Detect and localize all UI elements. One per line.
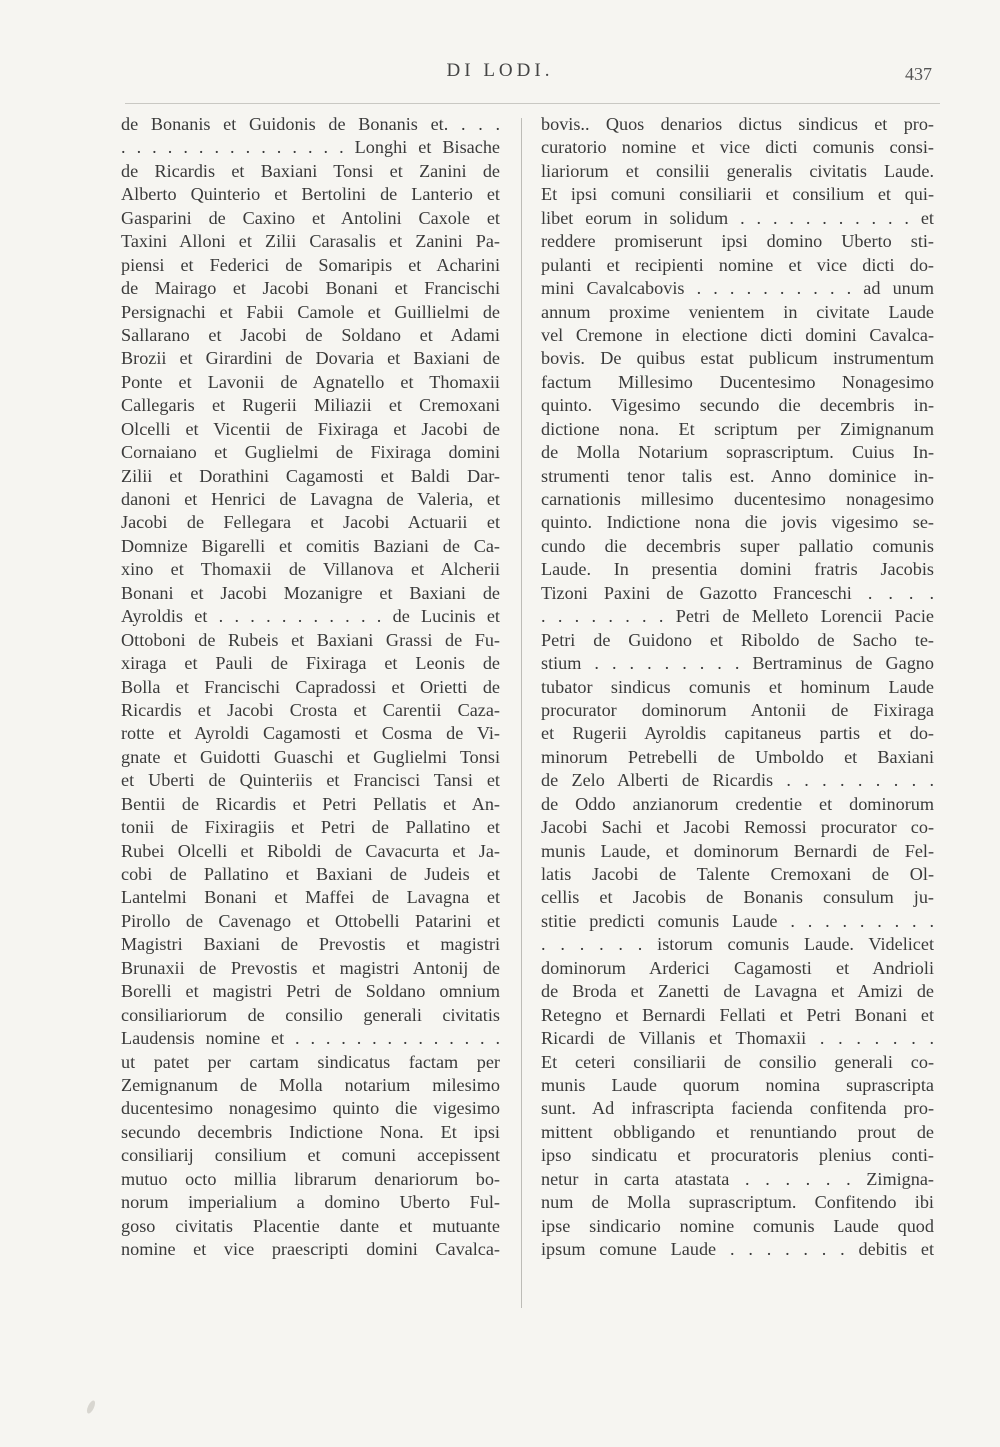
text-line: Ayroldis et . . . . . . . . . . . de Lucinis et — [121, 606, 500, 627]
text-line: ducentesimo nonagesimo quinto die vigesimo — [121, 1098, 500, 1119]
text-line: de Molla Notarium soprascriptum. Cuius In- — [541, 442, 934, 463]
text-line: consiliariorum de consilio generali civitatis — [121, 1004, 500, 1025]
text-line: netur in carta atastata . . . . . . Zimigna- — [541, 1168, 934, 1189]
text-line: dominorum Arderici Cagamosti et Andrioli — [541, 957, 934, 978]
paper-stain — [85, 1399, 96, 1414]
text-line: de Broda et Zanetti de Lavagna et Amizi de — [541, 981, 934, 1002]
text-line: piensi et Federici de Somaripis et Acharini — [121, 254, 500, 275]
text-line: libet eorum in solidum . . . . . . . . . . . et — [541, 207, 934, 228]
text-line: Ricardi de Villanis et Thomaxii . . . . . . . — [541, 1028, 934, 1049]
text-line: procurator dominorum Antonii de Fixiraga — [541, 699, 934, 720]
text-line: minorum Petrebelli de Umboldo et Baxiani — [541, 746, 934, 767]
text-line: et Uberti de Quinteriis et Francisci Tansi et — [121, 770, 500, 791]
text-line: bovis.. Quos denarios dictus sindicus et pro- — [541, 114, 934, 134]
text-line: Ottoboni de Rubeis et Baxiani Grassi de Fu- — [121, 629, 500, 650]
text-line: Zilii et Dorathini Cagamosti et Baldi Dar- — [121, 465, 500, 486]
text-line: Alberto Quinterio et Bertolini de Lanterio et — [121, 184, 500, 205]
text-line: munis Laude quorum nomina suprascripta — [541, 1074, 934, 1095]
text-line: xino et Thomaxii de Villanova et Alcherii — [121, 559, 500, 580]
text-line: ipse sindicario nomine comunis Laude quod — [541, 1215, 934, 1236]
text-line: Laudensis nomine et . . . . . . . . . . . . . . — [121, 1028, 500, 1049]
text-line: Bonani et Jacobi Mozanigre et Baxiani de — [121, 582, 500, 603]
text-line: norum imperialium a domino Uberto Ful- — [121, 1192, 500, 1213]
text-line: pulanti et recipienti nomine et vice dicti do- — [541, 254, 934, 275]
text-line: cundo die decembris super pallatio comunis — [541, 535, 934, 556]
text-line: carnationis millesimo ducentesimo nonagesimo — [541, 489, 934, 509]
running-title: DI LODI. — [446, 60, 554, 81]
text-line: Jacobi de Fellegara et Jacobi Actuarii et — [121, 512, 500, 533]
text-line: dictione nona. Et scriptum per Zimignanum — [541, 418, 934, 439]
text-line: munis Laude, et dominorum Bernardi de Fel- — [541, 840, 934, 861]
text-line: Taxini Alloni et Zilii Carasalis et Zanini Pa- — [121, 231, 500, 252]
text-line: tonii de Fixiragiis et Petri de Pallatino et — [121, 817, 500, 838]
text-line: Rubei Olcelli et Riboldi de Cavacurta et Ja- — [121, 840, 500, 861]
text-line: Borelli et magistri Petri de Soldano omnium — [121, 981, 500, 1002]
text-line: Bolla et Francischi Capradossi et Orietti de — [121, 676, 500, 697]
text-line: Tizoni Paxini de Gazotto Franceschi . . . . — [541, 582, 934, 603]
text-line: cellis et Jacobis de Bonanis consulum ju- — [541, 887, 934, 908]
text-line: reddere promiserunt ipsi domino Uberto sti- — [541, 231, 934, 252]
page-number: 437 — [905, 64, 932, 84]
text-line: Retegno et Bernardi Fellati et Petri Bonani et — [541, 1004, 934, 1025]
text-line: . . . . . . . . . . . . . . . Longhi et Bisache — [121, 137, 500, 158]
left-text-column — [121, 113, 500, 1261]
text-line: stium . . . . . . . . . Bertraminus de Gagno — [541, 653, 934, 674]
text-line: Olcelli et Vicentii de Fixiraga et Jacobi de — [121, 418, 500, 439]
text-line: ipsum comune Laude . . . . . . . debitis et — [541, 1239, 934, 1259]
text-line: consiliarij consilium et comuni accepissent — [121, 1145, 500, 1166]
text-line: Jacobi Sachi et Jacobi Remossi procurator co- — [541, 817, 934, 838]
text-line: Zemignanum de Molla notarium milesimo — [121, 1074, 500, 1095]
text-line: Cornaiano et Guglielmi de Fixiraga domini — [121, 442, 500, 463]
text-line: mutuo octo millia librarum denariorum bo- — [121, 1168, 500, 1189]
text-line: Et ceteri consiliarii de consilio generali co- — [541, 1051, 934, 1072]
text-line: Domnize Bigarelli et comitis Baziani de Ca- — [121, 535, 500, 556]
text-line: Lantelmi Bonani et Maffei de Lavagna et — [121, 887, 500, 908]
text-line: Ricardis et Jacobi Crosta et Carentii Caza- — [121, 699, 500, 720]
text-line: Brunaxii de Prevostis et magistri Antonij de — [121, 957, 500, 978]
text-line: annum proxime venientem in civitate Laude — [541, 301, 934, 322]
text-line: cobi de Pallatino et Baxiani de Judeis et — [121, 864, 500, 884]
text-line: factum Millesimo Ducentesimo Nonagesimo — [541, 371, 934, 392]
text-line: ipso sindicatu et procuratoris plenius conti- — [541, 1145, 934, 1166]
text-line: strumenti tenor talis est. Anno dominice in- — [541, 465, 934, 486]
text-line: ut patet per cartam sindicatus factam per — [121, 1051, 500, 1072]
text-line: Ponte et Lavonii de Agnatello et Thomaxii — [121, 371, 500, 392]
text-line: Magistri Baxiani de Prevostis et magistri — [121, 934, 500, 955]
text-line: tubator sindicus comunis et hominum Laude — [541, 676, 934, 697]
text-line: nomine et vice praescripti domini Cavalca- — [121, 1239, 500, 1259]
text-line: quinto. Vigesimo secundo die decembris in- — [541, 395, 934, 416]
text-line: liariorum et consilii generalis civitatis Laude. — [541, 160, 934, 181]
text-line: sunt. Ad infrascripta facienda confitenda pro- — [541, 1098, 934, 1119]
text-line: de Mairago et Jacobi Bonani et Francischi — [121, 278, 500, 299]
text-line: mittent obbligando et renuntiando prout de — [541, 1121, 934, 1142]
text-line: bovis. De quibus estat publicum instrumentum — [541, 348, 934, 369]
text-line: mini Cavalcabovis . . . . . . . . . . ad unum — [541, 278, 934, 299]
header-rule — [125, 103, 940, 104]
text-line: Gasparini de Caxino et Antolini Caxole et — [121, 207, 500, 228]
text-line: gnate et Guidotti Guaschi et Guglielmi Tonsi — [121, 746, 500, 767]
text-line: Pirollo de Cavenago et Ottobelli Patarini et — [121, 910, 500, 931]
text-line: de Oddo anzianorum credentie et dominorum — [541, 793, 934, 814]
text-line: et Rugerii Ayroldis capitaneus partis et do- — [541, 723, 934, 744]
text-line: danoni et Henrici de Lavagna de Valeria, et — [121, 489, 500, 509]
text-line: de Ricardis et Baxiani Tonsi et Zanini de — [121, 160, 500, 181]
text-line: Brozii et Girardini de Dovaria et Baxiani de — [121, 348, 500, 369]
text-line: Laude. In presentia domini fratris Jacobis — [541, 559, 934, 580]
right-text-column — [541, 113, 934, 1261]
text-line: latis Jacobi de Talente Cremoxani de Ol- — [541, 864, 934, 884]
text-line: de Bonanis et Guidonis de Bonanis et. . . . — [121, 114, 500, 134]
text-line: Et ipsi comuni consiliarii et consilium et qui- — [541, 184, 934, 205]
column-divider — [521, 118, 522, 1308]
text-line: goso civitatis Placentie dante et mutuante — [121, 1215, 500, 1236]
text-line: Bentii de Ricardis et Petri Pellatis et An- — [121, 793, 500, 814]
text-line: Persignachi et Fabii Camole et Guillielmi de — [121, 301, 500, 322]
text-line: . . . . . . . . Petri de Melleto Lorencii Pacie — [541, 606, 934, 627]
text-line: quinto. Indictione nona die jovis vigesimo se- — [541, 512, 934, 533]
text-line: Callegaris et Rugerii Miliazii et Cremoxani — [121, 395, 500, 416]
text-line: Sallarano et Jacobi de Soldano et Adami — [121, 324, 500, 345]
text-line: stitie predicti comunis Laude . . . . . . . . . — [541, 910, 934, 931]
text-line: curatorio nomine et vice dicti comunis consi- — [541, 137, 934, 158]
text-line: . . . . . . istorum comunis Laude. Videlicet — [541, 934, 934, 955]
text-line: de Zelo Alberti de Ricardis . . . . . . . . . — [541, 770, 934, 791]
text-line: vel Cremone in electione dicti domini Cavalca- — [541, 324, 934, 345]
text-line: xiraga et Pauli de Fixiraga et Leonis de — [121, 653, 500, 674]
text-line: rotte et Ayroldi Cagamosti et Cosma de Vi- — [121, 723, 500, 744]
text-line: Petri de Guidono et Riboldo de Sacho te- — [541, 629, 934, 650]
text-line: secundo decembris Indictione Nona. Et ipsi — [121, 1121, 500, 1142]
text-line: num de Molla suprascriptum. Confitendo ibi — [541, 1192, 934, 1213]
